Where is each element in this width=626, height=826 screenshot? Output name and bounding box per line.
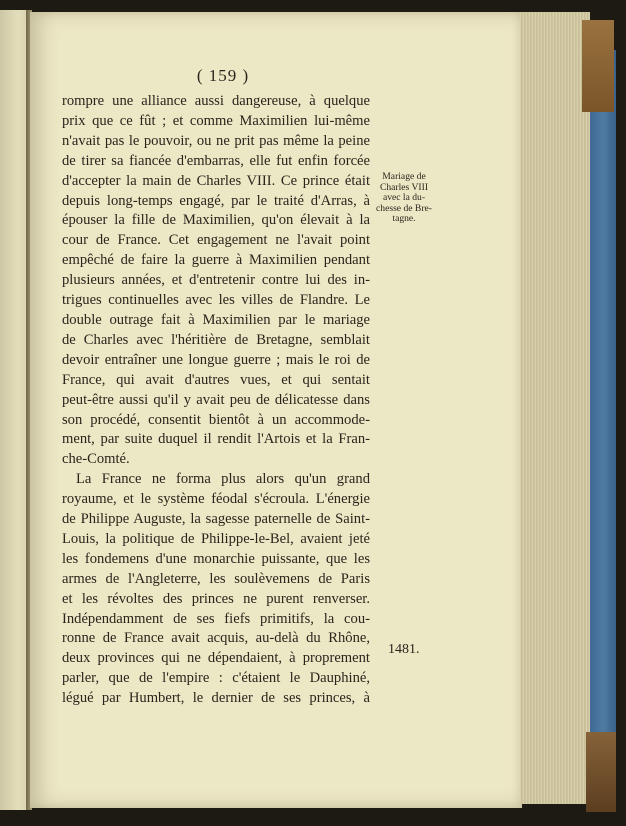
margin-year: 1481.	[388, 642, 420, 657]
text-line: devoir entraîner une longue guerre ; mais le roi de	[62, 351, 370, 368]
text-line: n'avait pas le pouvoir, ou ne prit pas même la peine	[62, 132, 370, 149]
text-line: épouser la fille de Maximilien, qu'on élevait à la	[62, 212, 370, 229]
book-cover-corner-bottom	[586, 732, 616, 812]
text-line: cour de France. Cet engagement ne l'avait point	[62, 232, 370, 249]
page-block-edges	[520, 12, 590, 804]
book-cover-corner-top	[582, 20, 614, 112]
text-line: parler, que de l'empire : c'étaient le Dauphiné,	[62, 670, 370, 687]
text-line: trigues continuelles avec les villes de Flandre. Le	[62, 292, 370, 309]
page-number: ( 159 )	[196, 66, 250, 85]
text-line: La France ne forma plus alors qu'un grand	[76, 471, 370, 488]
text-line: ronne de France avait acquis, au-delà du Rhône,	[62, 630, 370, 647]
text-line: armes de l'Angleterre, les soulèvemens de Paris	[62, 570, 370, 587]
text-line: France, qui avait d'autres vues, et qui sentait	[62, 371, 370, 388]
text-line: et les révoltes des princes ne purent renverser.	[62, 590, 370, 607]
margin-note	[374, 172, 434, 225]
text-line: rompre une alliance aussi dangereuse, à quelque	[62, 93, 370, 109]
margin-note-line: Charles VIII	[379, 181, 429, 193]
text-line: Indépendamment de ses fiefs primitifs, la cou-	[62, 610, 370, 627]
margin-note-line: chesse de Bre-	[376, 202, 432, 214]
text-line: depuis long-temps engagé, par le traité d'Arras, à	[62, 192, 370, 209]
text-line: double outrage fait à Maximilien par le mariage	[62, 311, 370, 328]
text-line: empêché de faire la guerre à Maximilien pendant	[62, 252, 370, 269]
text-line: de Charles avec l'héritière de Bretagne, semblait	[62, 331, 370, 348]
text-line: les fondemens d'une monarchie puissante, que les	[62, 550, 370, 567]
margin-note-line: tagne.	[392, 213, 416, 225]
body-text	[62, 92, 370, 709]
text-line: son procédé, consentit bientôt à un accommode-	[62, 411, 370, 428]
text-line: de Philippe Auguste, la sagesse paternelle de Saint-	[62, 511, 370, 528]
text-line: plusieurs années, et d'entretenir contre lui des in-	[62, 272, 370, 289]
margin-note-line: avec la du-	[382, 192, 426, 204]
text-line: peut-être aussi qu'il y avait peu de délicatesse dans	[62, 391, 370, 408]
text-line: royaume, et le système féodal s'écroula. L'énergie	[62, 491, 370, 508]
text-line: ment, par suite duquel il rendit l'Artois et la Fran-	[62, 431, 370, 448]
text-line: Louis, la politique de Philippe-le-Bel, avaient jeté	[62, 530, 370, 547]
text-line: d'accepter la main de Charles VIII. Ce prince était	[62, 172, 370, 189]
text-line: deux provinces qui ne dépendaient, à proprement	[62, 650, 370, 667]
text-line: de tirer sa fiancée d'embarras, elle fut enfin forcée	[62, 152, 370, 169]
text-line: légué par Humbert, le dernier de ses princes, à	[62, 690, 370, 707]
margin-note-line: Mariage de	[382, 171, 426, 182]
text-line: che-Comté.	[62, 451, 130, 468]
book-cover-blue	[590, 50, 616, 790]
text-line: prix que ce fût ; et comme Maximilien lui-même	[62, 112, 370, 129]
